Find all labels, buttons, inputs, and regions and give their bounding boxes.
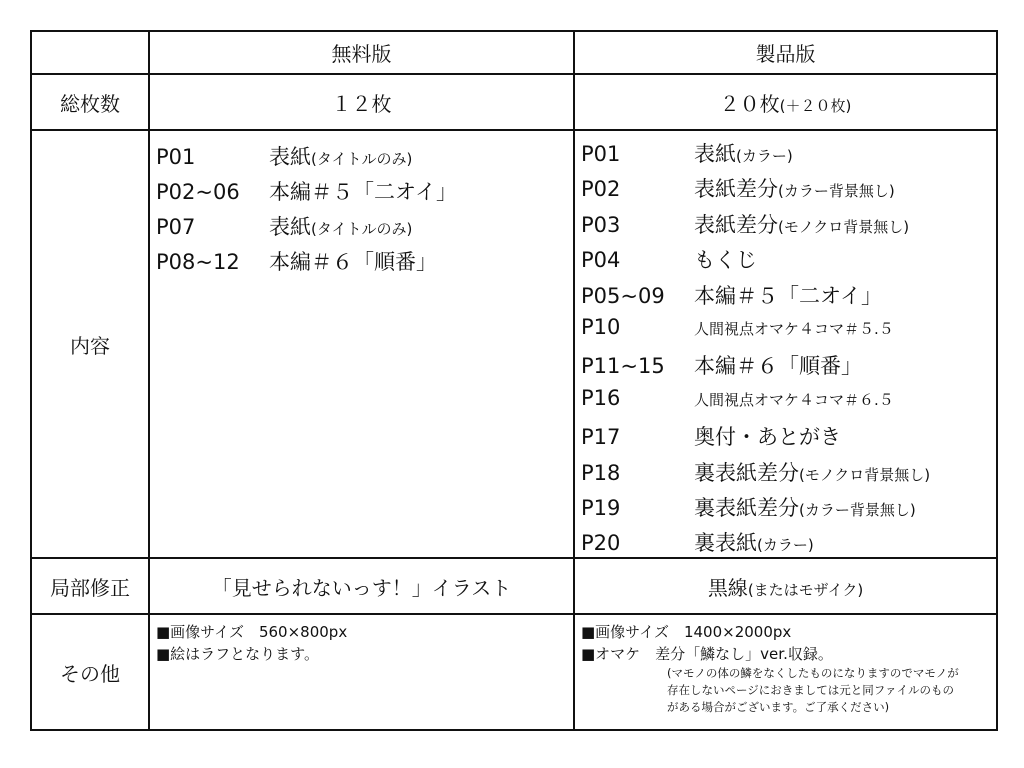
content-item xyxy=(581,492,916,522)
header-paid: 製品版 xyxy=(574,31,997,74)
content-item xyxy=(156,246,437,276)
item-note: (カラー背景無し) xyxy=(778,182,895,201)
item-title: 表紙差分 xyxy=(694,177,778,202)
page-number: P17 xyxy=(581,425,621,450)
content-item xyxy=(581,421,841,451)
comparison-table xyxy=(30,30,998,731)
page-number: P18 xyxy=(581,460,621,485)
item-title: 本編＃５「二オイ」 xyxy=(269,180,457,204)
content-paid xyxy=(574,130,997,558)
content-item xyxy=(156,141,412,171)
page-number: P05~09 xyxy=(581,283,665,308)
item-title: 表紙 xyxy=(269,215,311,239)
item-note: (モノクロ背景無し) xyxy=(778,217,910,236)
content-free xyxy=(149,130,574,558)
total-paid xyxy=(574,74,997,130)
row-label-censor: 局部修正 xyxy=(31,558,149,614)
page-number: P07 xyxy=(156,215,196,239)
row-label-total: 総枚数 xyxy=(31,74,149,130)
other-paid-line: ■オマケ 差分「鱗なし」ver.収録。 xyxy=(581,645,833,663)
content-item xyxy=(581,527,814,557)
content-item xyxy=(581,173,895,203)
item-title: 裏表紙差分 xyxy=(694,496,799,520)
other-free-line: ■絵はラフとなります。 xyxy=(156,645,319,663)
page-number: P01 xyxy=(156,145,196,169)
page-number: P19 xyxy=(581,496,621,520)
page-number: P02~06 xyxy=(156,180,240,204)
header-free: 無料版 xyxy=(149,31,574,74)
item-title: 表紙 xyxy=(694,142,736,166)
page-number: P03 xyxy=(581,212,621,237)
item-note: 人間視点オマケ４コマ＃５.５ xyxy=(694,320,894,338)
other-paid-fine: (マモノの体の鱗をなくしたものになりますのでマモノが xyxy=(667,666,959,680)
item-note: (モノクロ背景無し) xyxy=(799,465,931,484)
item-note: (タイトルのみ) xyxy=(311,220,413,238)
censor-free: 「見せられないっす！」イラスト xyxy=(149,558,574,614)
other-paid-fine: がある場合がございます。ご了承ください) xyxy=(667,700,890,714)
item-title: 奥付・あとがき xyxy=(694,425,841,450)
other-free-line: ■画像サイズ 560×800px xyxy=(156,623,348,641)
page-number: P04 xyxy=(581,248,621,273)
page-number: P16 xyxy=(581,385,621,410)
other-paid xyxy=(574,614,997,730)
content-item xyxy=(581,315,894,339)
content-item xyxy=(156,211,412,241)
total-paid-note: (＋２０枚) xyxy=(779,96,852,115)
censor-paid-value: 黒線 xyxy=(707,575,748,600)
content-item xyxy=(156,176,457,206)
total-free: １２枚 xyxy=(149,74,574,130)
content-item xyxy=(581,386,894,410)
page-number: P20 xyxy=(581,531,621,556)
other-paid-fine: 存在しないページにおきましては元と同ファイルのもの xyxy=(667,683,955,697)
item-note: 人間視点オマケ４コマ＃６.５ xyxy=(694,390,894,409)
item-title: 表紙差分 xyxy=(694,212,778,237)
content-item xyxy=(581,350,862,380)
content-item xyxy=(581,209,909,239)
total-paid-value: ２０枚 xyxy=(719,91,780,116)
item-title: 本編＃６「順番」 xyxy=(694,354,862,379)
item-note: (カラー) xyxy=(736,147,793,165)
item-note: (カラー背景無し) xyxy=(799,501,916,519)
content-item xyxy=(581,138,793,168)
other-free xyxy=(149,614,574,730)
page-number: P10 xyxy=(581,315,621,339)
page-number: P01 xyxy=(581,142,621,166)
content-item xyxy=(581,280,882,310)
item-title: 裏表紙差分 xyxy=(694,460,799,485)
content-item xyxy=(581,457,930,487)
item-note: (カラー) xyxy=(757,536,814,555)
item-title: 表紙 xyxy=(269,145,311,169)
page-number: P11~15 xyxy=(581,354,665,379)
item-title: 裏表紙 xyxy=(694,531,757,556)
item-title: 本編＃６「順番」 xyxy=(269,250,437,274)
row-label-content: 内容 xyxy=(31,130,149,558)
page-number: P08~12 xyxy=(156,250,240,274)
item-note: (タイトルのみ) xyxy=(311,150,413,168)
content-item xyxy=(581,244,757,274)
page-number: P02 xyxy=(581,177,621,202)
row-label-other: その他 xyxy=(31,614,149,730)
item-title: 本編＃５「二オイ」 xyxy=(694,283,882,308)
censor-paid xyxy=(574,558,997,614)
item-title: もくじ xyxy=(694,248,757,273)
other-paid-line: ■画像サイズ 1400×2000px xyxy=(581,623,792,641)
corner-cell xyxy=(31,31,149,74)
censor-paid-note: (またはモザイク) xyxy=(747,580,864,599)
